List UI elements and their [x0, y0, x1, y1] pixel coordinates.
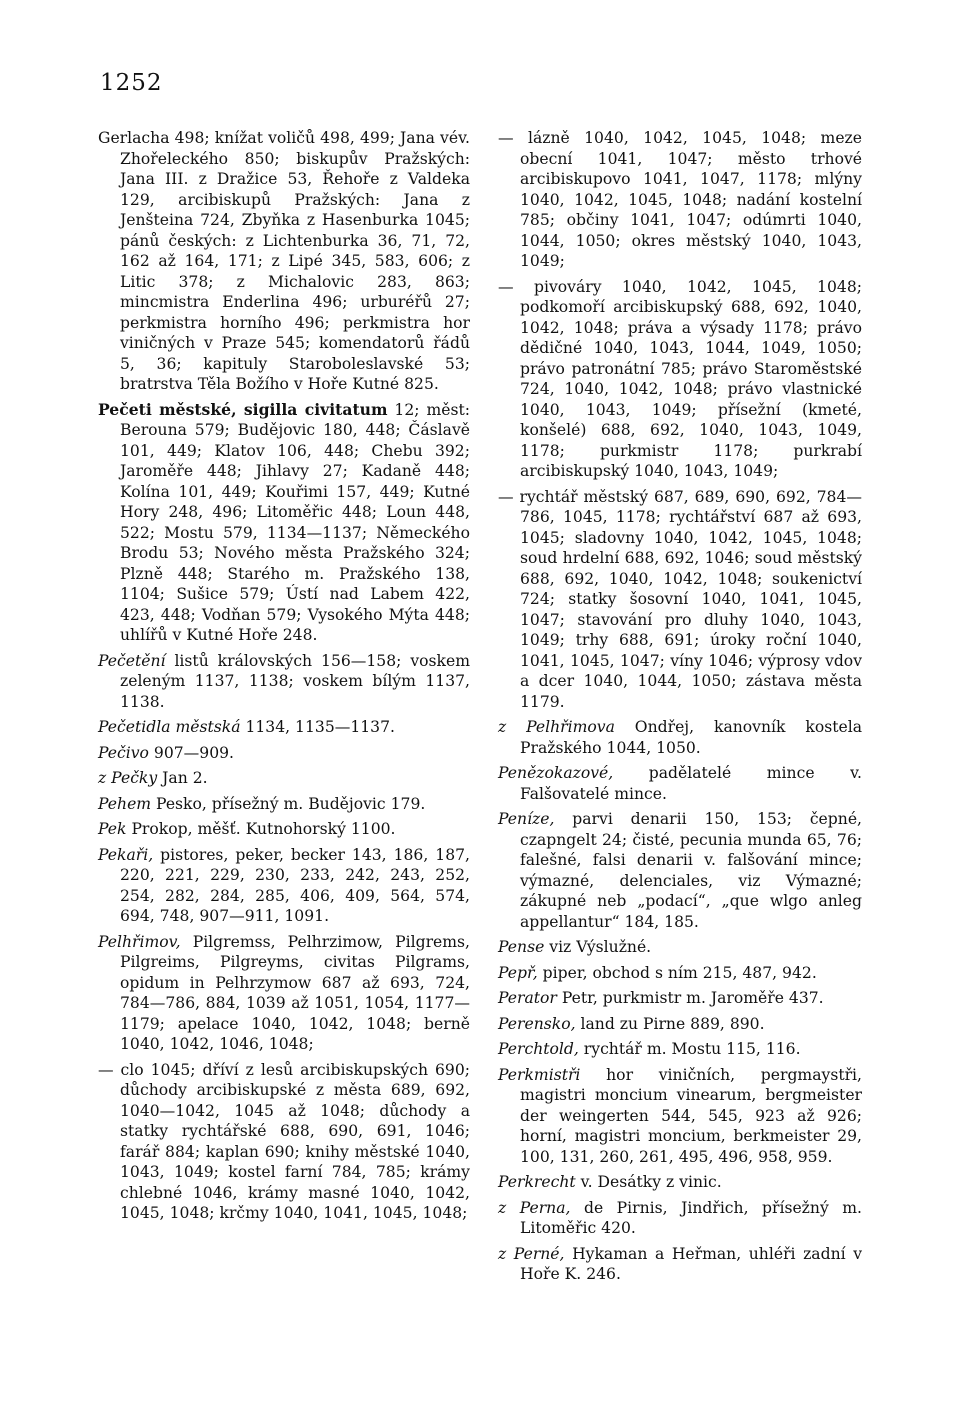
entry-headword: Pense — [498, 938, 545, 956]
entry-text: de Pirnis, Jindřich, přísežný m. Litoměřic 420. — [520, 1198, 862, 1237]
page-number: 1252 — [100, 70, 163, 96]
entry-headword: Perkrecht — [498, 1173, 576, 1191]
entry-headword: z Pečky — [98, 769, 158, 787]
index-entry — [98, 794, 470, 815]
entry-text: — lázně 1040, 1042, 1045, 1048; meze obecní 1041, 1047; město trhové arcibiskupovo 1041, 1047, 1178; mlýny 1040, 1042, 1045, 1048; nadání kostelní 785; občiny 1041, 1047; odúmrti 1040, 1044, 1050; okres městský 1040, 1043, 1049; — [498, 129, 862, 270]
entry-text: Ondřej, kanovník kostela Pražského 1044, 1050. — [520, 718, 862, 757]
entry-headword: Pehem — [98, 794, 152, 813]
entry-headword: Perator — [498, 989, 557, 1007]
entry-headword: Pečetění — [98, 651, 166, 670]
entry-headword: Pekaři, — [98, 845, 154, 864]
index-entry — [98, 651, 470, 713]
entry-text: padělatelé mince v. Falšovatelé mince. — [520, 764, 862, 803]
index-entry — [498, 277, 862, 482]
index-entry — [98, 717, 470, 738]
entry-text: Gerlacha 498; knížat voličů 498, 499; Jana vév. Zhořeleckého 850; biskupův Pražských: Jana III. z Dražice 53, Řehoře z Valdeka 129, arcibiskupů Pražských: Jana z Jenšteina 724, Zbyňka z Hasenburka 1045; pánů českých: z Lichtenburka 36, 71, 72, 162 až 164, 171; z Lipé 345, 583, 606; z Litic 378; z Michalovic 283, 863; mincmistra Enderlina 496; urburéřů 27; perkmistra horního 496; perkmistra hor viničných v Praze 545; komendatorů řádů 5, 36; kapituly Staroboleslavské 53; bratrstva Těla Božího v Hoře Kutné 825. — [98, 129, 470, 393]
entry-text: 12; měst: Berouna 579; Budějovic 180, 448; Čáslavě 101, 449; Klatov 106, 448; Chebu 392; Jaroměře 448; Jihlavy 27; Kadaně 448; Kolína 101, 449; Kouřimi 157, 449; Kutné Hory 248, 496; Litoměřic 448; Loun 448, 522; Mostu 579, 1134—1137; Německého Brodu 53; Nového města Pražského 324; Plzně 448; Starého m. Pražského 138, 1104; Sušice 579; Ústí nad Labem 422, 423, 448; Vodňan 579; Vysokého Mýta 448; uhlířů v Kutné Hoře 248. — [120, 400, 470, 644]
index-entry — [98, 1060, 470, 1224]
index-entry — [98, 400, 470, 646]
index-entry — [498, 487, 862, 713]
index-entry — [498, 717, 862, 758]
index-entry — [98, 768, 470, 789]
entry-headword: z Perné, — [498, 1244, 565, 1263]
index-entry — [498, 1172, 862, 1193]
index-entry — [498, 963, 862, 984]
index-entry — [498, 1198, 862, 1239]
entry-headword: z Pelhřimova — [498, 718, 615, 736]
entry-text: Pesko, přísežný m. Budějovic 179. — [151, 794, 426, 813]
entry-text: parvi denarii 150, 153; čepné, czapngelt 24; čisté, pecunia munda 65, 76; falešné, falsi denarii v. falšování mince; výmazné, delenciales, viz Výmazné; zákupné neb „podací“, „que wlgo anleg appellantur“ 184, 185. — [520, 810, 862, 931]
entry-text: Jan 2. — [157, 769, 208, 787]
index-entry — [98, 743, 470, 764]
index-entry — [98, 845, 470, 927]
index-entry — [498, 1244, 862, 1285]
entry-text: — clo 1045; dříví z lesů arcibiskupských 690; důchody arcibiskupské z města 689, 692, 1040—1042, 1045 až 1048; důchody a statky rychtářské 688, 690, 691, 1046; farář 884; kaplan 690; knihy městské 1040, 1043, 1049; kostel farní 784, 785; krámy chlebné 1046, krámy masné 1040, 1042, 1045, 1048; krčmy 1040, 1041, 1045, 1048; — [98, 1060, 470, 1222]
entry-headword: Perchtold, — [498, 1040, 579, 1058]
entry-text: Hykaman a Heřman, uhléři zadní v Hoře K. 246. — [520, 1244, 862, 1283]
entry-headword: z Perna, — [498, 1198, 571, 1217]
entry-text: pistores, peker, becker 143, 186, 187, 220, 221, 229, 230, 233, 242, 243, 252, 254, 282, 284, 285, 406, 409, 564, 574, 694, 748, 907—911, 1091. — [120, 845, 470, 925]
entry-text: Prokop, měšť. Kutnohorský 1100. — [126, 820, 396, 838]
index-entry — [98, 819, 470, 840]
index-entry — [498, 937, 862, 958]
index-entry — [98, 932, 470, 1055]
entry-text: listů královských 156—158; voskem zeleným 1137, 1138; voskem bílým 1137, 1138. — [120, 651, 470, 711]
entry-text: piper, obchod s ním 215, 487, 942. — [537, 963, 817, 982]
entry-text: land zu Pirne 889, 890. — [575, 1014, 765, 1033]
index-entry — [498, 763, 862, 804]
entry-text: 907—909. — [148, 743, 234, 762]
entry-headword: Pek — [98, 820, 127, 838]
entry-text: 1134, 1135—1137. — [240, 718, 395, 736]
entry-headword: Pepř, — [498, 963, 538, 982]
entry-headword: Pelhřimov, — [98, 932, 181, 951]
index-entry — [498, 1039, 862, 1060]
index-entry — [498, 988, 862, 1009]
index-entry — [498, 1014, 862, 1035]
index-entry — [98, 128, 470, 395]
entry-headword: Pečetidla městská — [98, 718, 241, 736]
entry-headword: Pečeti městské, sigilla civitatum — [98, 399, 388, 419]
entry-text: — rychtář městský 687, 689, 690, 692, 784—786, 1045, 1178; rychtářství 687 až 693, 1045; sladovny 1040, 1042, 1045, 1048; soud hrdelní 688, 692, 1046; soud městský 688, 692, 1040, 1042, 1048; soukenictví 724; statky šosovní 1040, 1041, 1045, 1047; stavování pro dluhy 1040, 1043, 1049; trhy 688, 691; úroky roční 1040, 1041, 1045, 1047; víny 1046; výprosy vdov a dcer 1040, 1044, 1050; zástava města 1179. — [498, 487, 862, 711]
entry-headword: Peníze, — [498, 810, 555, 828]
entry-text: Pilgremss, Pelhrzimow, Pilgrems, Pilgreims, Pilgreyms, civitas Pilgrams, opidum in Pelhrzymow 687 až 693, 724, 784—786, 884, 1039 až 1051, 1054, 1177—1179; apelace 1040, 1042, 1048; berně 1040, 1042, 1046, 1048; — [120, 932, 470, 1053]
entry-headword: Perensko, — [498, 1014, 576, 1033]
entry-headword: Penězokazové, — [498, 764, 614, 782]
entry-text: viz Výslužné. — [544, 938, 652, 956]
index-entry — [498, 809, 862, 932]
entry-text: v. Desátky z vinic. — [575, 1173, 722, 1191]
entry-headword: Pečivo — [98, 743, 149, 762]
index-entry — [498, 128, 862, 272]
entry-text: hor viničních, pergmaystři, magistri moncium vinearum, bergmeister der weingerten 544, 545, 923 až 926; horní, magistri moncium, berkmeister 29, 100, 131, 260, 261, 495, 496, 958, 959. — [520, 1065, 862, 1166]
entry-text: Petr, purkmistr m. Jaroměře 437. — [556, 989, 824, 1007]
index-entry — [498, 1065, 862, 1168]
entry-text: rychtář m. Mostu 115, 116. — [578, 1040, 801, 1058]
entry-headword: Perkmistři — [498, 1065, 581, 1084]
entry-text: — pivováry 1040, 1042, 1045, 1048; podkomoří arcibiskupský 688, 692, 1040, 1042, 1048; práva a výsady 1178; právo dědičné 1040, 1043, 1044, 1049, 1050; právo patronátní 785; právo Staroměstské 724, 1040, 1042, 1048; právo vlastnické 1040, 1043, 1049; přísežní (kmeté, konšelé) 688, 692, 1040, 1043, 1049, 1178; purkmistr 1178; purkrabí arcibiskupský 1040, 1043, 1049; — [498, 277, 862, 480]
right-column — [498, 128, 862, 1290]
left-column — [98, 128, 470, 1229]
